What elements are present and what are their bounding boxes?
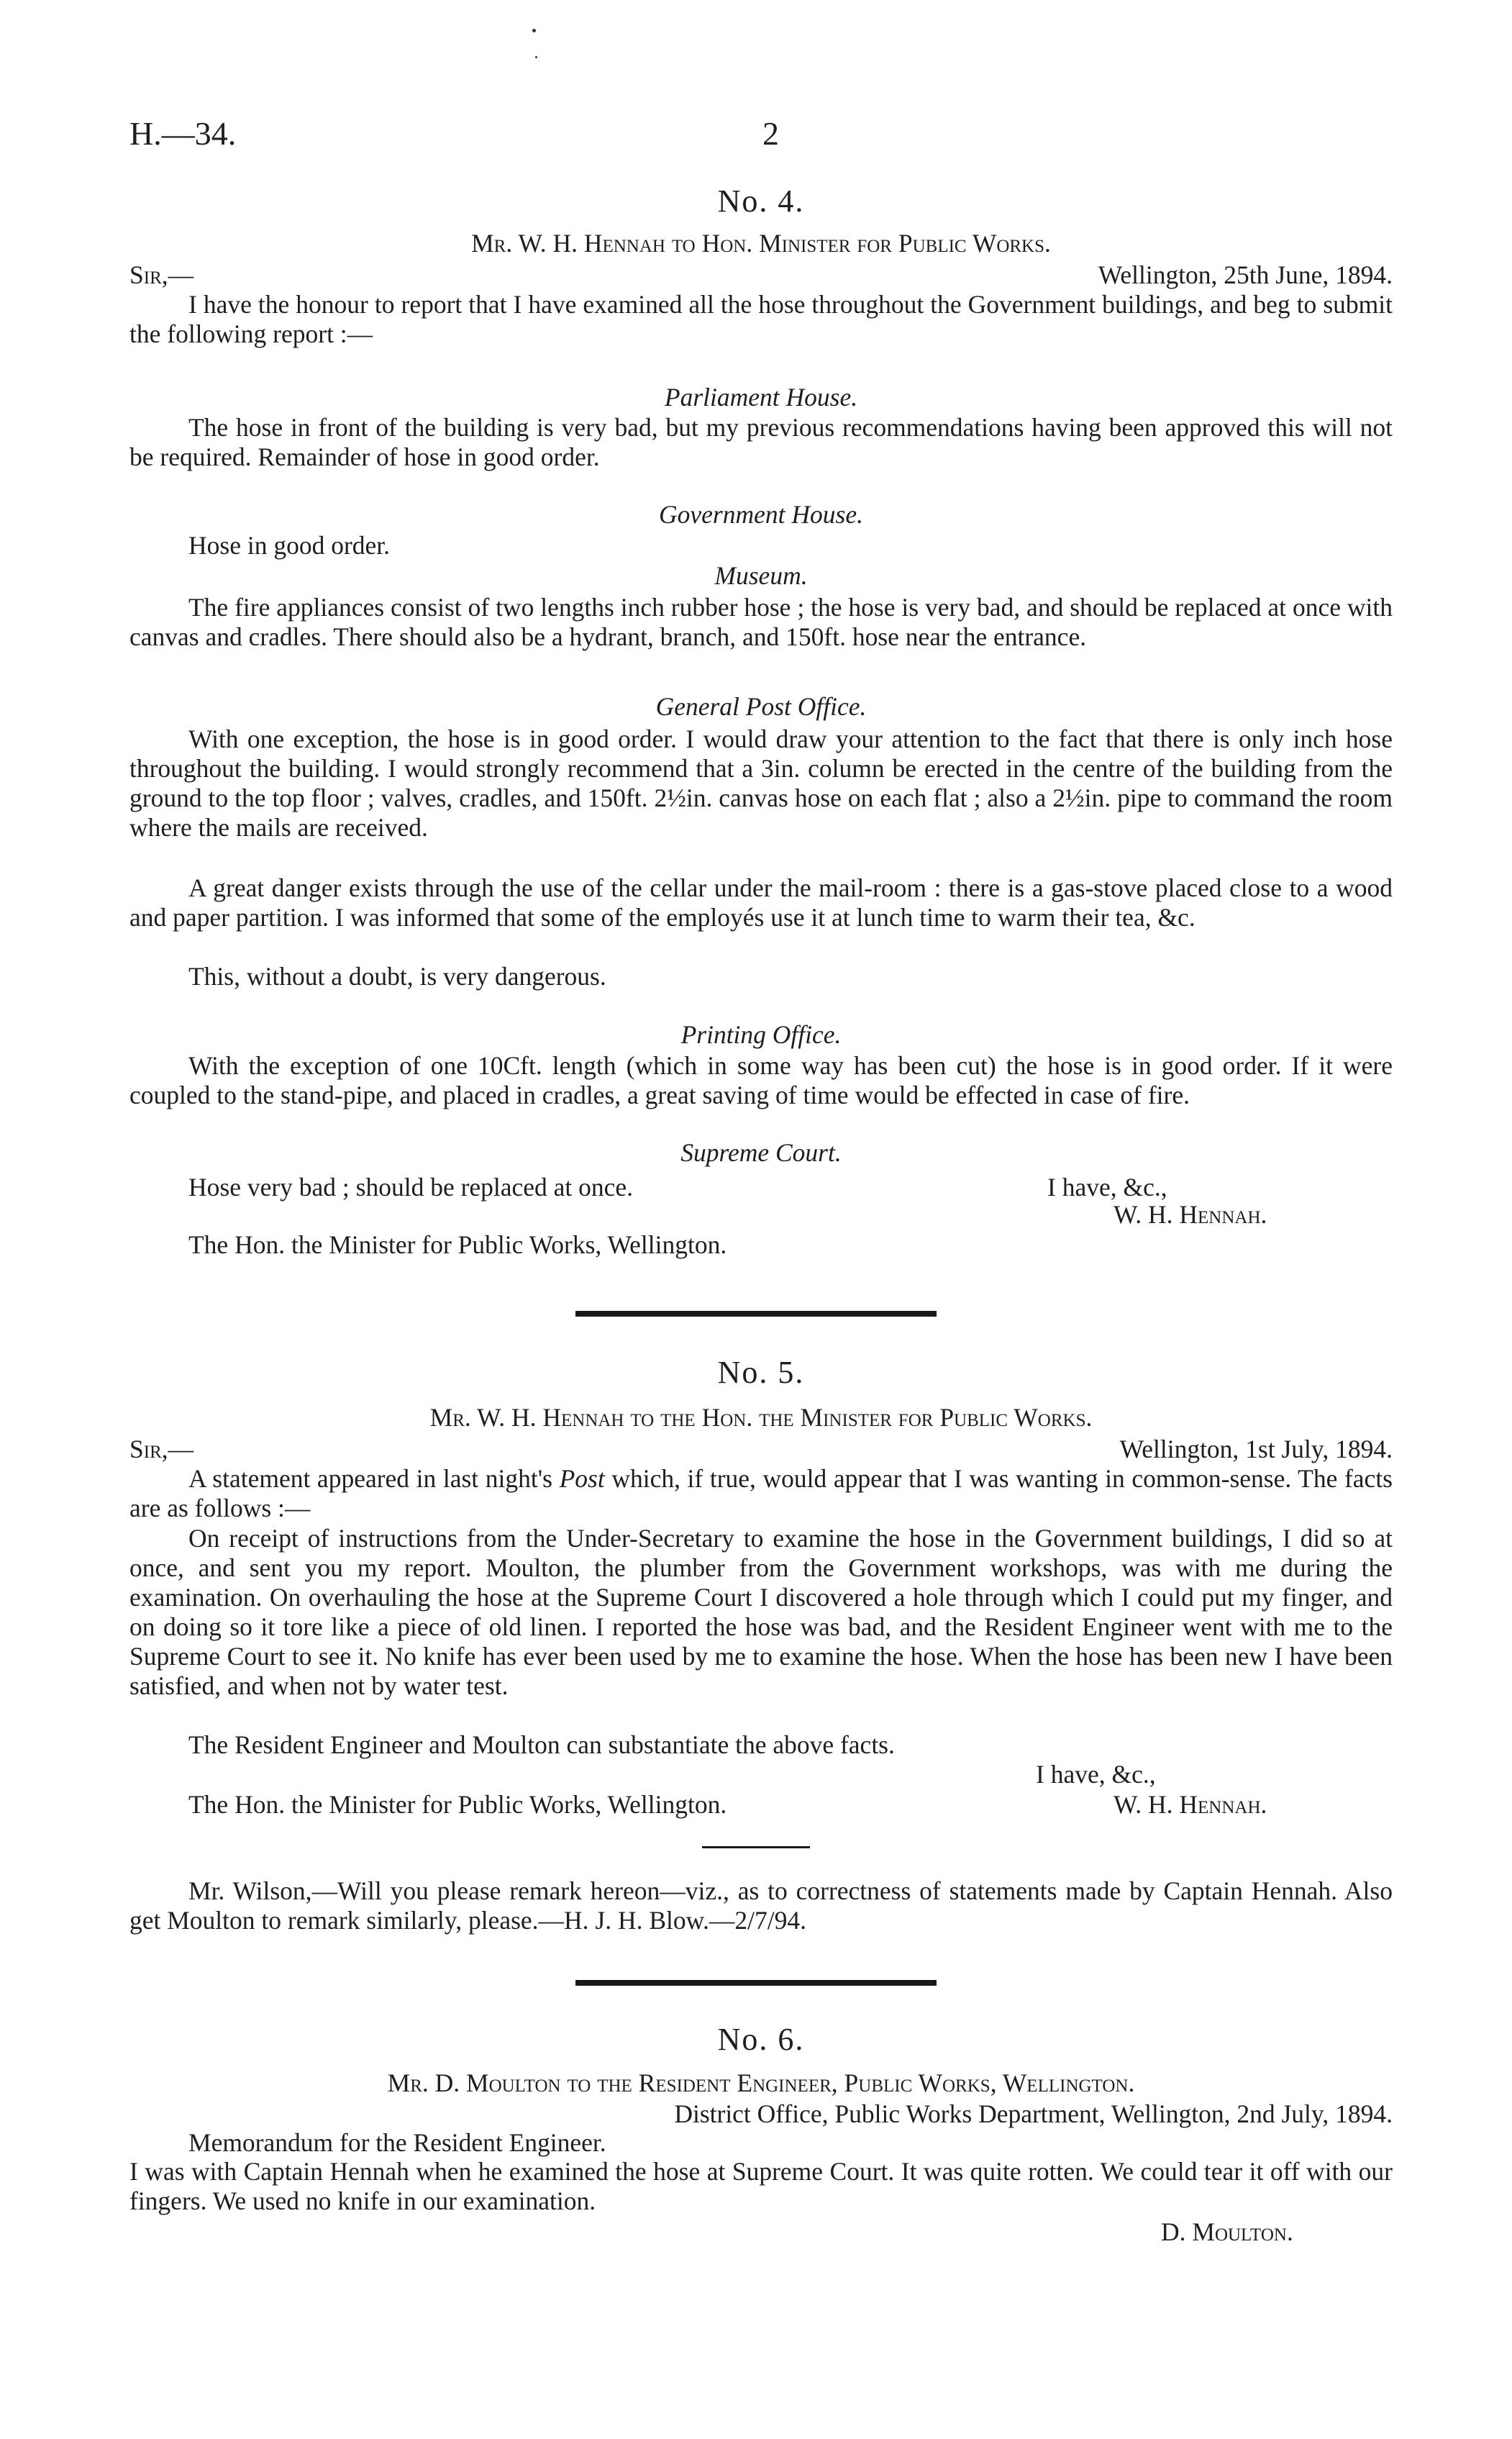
section-title: General Post Office. (655, 692, 867, 721)
section-title: Museum. (714, 561, 808, 590)
section-title: Supreme Court. (680, 1138, 842, 1167)
place-date: Wellington, 1st July, 1894. (1119, 1435, 1393, 1463)
addressee: The Hon. the Minister for Public Works, Wellington. (188, 1230, 727, 1259)
print-mark (532, 29, 536, 32)
office-date: District Office, Public Works Department, Wellington, 2nd July, 1894. (674, 2099, 1393, 2128)
letter-number: No. 5. (717, 1355, 805, 1390)
letter-subtitle: Mr. W. H. Hennah to Hon. Minister for Public Works. (471, 229, 1051, 258)
section-title: Parliament House. (664, 383, 858, 412)
section-paragraph: A great danger exists through the use of the cellar under the mail-room : there is a gas-stove placed close to a wood and paper partition. I was informed that some of the employés use it at lunch time to warm their tea, &c. (129, 873, 1393, 932)
section-paragraph: This, without a doubt, is very dangerous. (188, 962, 606, 991)
memo-body: I was with Captain Hennah when he examined the hose at Supreme Court. It was quite rotten. We could tear it off with our fingers. We used no knife in our examination. (129, 2157, 1393, 2215)
print-mark (535, 56, 537, 58)
place-date: Wellington, 25th June, 1894. (1098, 260, 1393, 289)
signature: D. Moulton. (1161, 2217, 1293, 2246)
letter-number: No. 6. (717, 2022, 805, 2057)
closing: I have, &c., (1036, 1760, 1156, 1789)
salutation: Sir,— (129, 260, 194, 289)
letter-paragraph: The Resident Engineer and Moulton can substantiate the above facts. (188, 1730, 895, 1759)
closing: I have, &c., (1047, 1173, 1167, 1202)
paragraph-text: which, if true, would appear that I was wanting in common-sense. The facts are as follows :— (129, 1464, 1393, 1522)
signature: W. H. Hennah. (1113, 1200, 1267, 1229)
addressee: The Hon. the Minister for Public Works, Wellington. (188, 1790, 727, 1819)
section-paragraph: Hose very bad ; should be replaced at once. (188, 1173, 634, 1202)
section-title: Printing Office. (680, 1020, 842, 1049)
section-divider (575, 1311, 937, 1317)
minute-divider (702, 1846, 810, 1848)
salutation: Sir,— (129, 1435, 194, 1463)
letter-paragraph: On receipt of instructions from the Under-Secretary to examine the hose in the Government buildings, I did so at once, and sent you my report. Moulton, the plumber from the Government workshops, was with me during the examination. On overhauling the hose at the Supreme Court I discovered a hole through which I could put my finger, and on doing so it tore like a piece of old linen. I reported the hose was bad, and the Resident Engineer went with me to the Supreme Court to see it. No knife has ever been used by me to examine the hose. When the hose has been new I have been satisfied, and when not by water test. (129, 1524, 1393, 1700)
letter-subtitle: Mr. D. Moulton to the Resident Engineer, Public Works, Wellington. (387, 2068, 1135, 2097)
letter-paragraph (129, 1464, 1393, 1523)
memo-title: Memorandum for the Resident Engineer. (188, 2128, 606, 2157)
newspaper-name: Post (559, 1464, 605, 1493)
section-divider (575, 1980, 937, 1986)
signature: W. H. Hennah. (1113, 1790, 1267, 1819)
paragraph-text: A statement appeared in last night's (188, 1464, 560, 1493)
section-paragraph: With one exception, the hose is in good order. I would draw your attention to the fact that there is only inch hose throughout the building. I would strongly recommend that a 3in. column be erected in the centre of the building from the ground to the top floor ; valves, cradles, and 150ft. 2½in. canvas hose on each flat ; also a 2½in. pipe to command the room where the mails are received. (129, 725, 1393, 842)
page-number: 2 (762, 115, 779, 152)
section-paragraph: The fire appliances consist of two lengths inch rubber hose ; the hose is very bad, and should be replaced at once with canvas and cradles. There should also be a hydrant, branch, and 150ft. hose near the entrance. (129, 593, 1393, 651)
section-paragraph: The hose in front of the building is very bad, but my previous recommendations having been approved this will not be required. Remainder of hose in good order. (129, 413, 1393, 471)
letter-subtitle: Mr. W. H. Hennah to the Hon. the Minister for Public Works. (429, 1403, 1093, 1432)
intro-paragraph: I have the honour to report that I have examined all the hose throughout the Government buildings, and beg to submit the following report :— (129, 290, 1393, 348)
minute-note: Mr. Wilson,—Will you please remark hereon—viz., as to correctness of statements made by Captain Hennah. Also get Moulton to remark similarly, please.—H. J. H. Blow.—2/7/94. (129, 1876, 1393, 1935)
section-paragraph: Hose in good order. (188, 531, 391, 560)
document-reference: H.—34. (129, 115, 237, 152)
section-title: Government House. (659, 500, 863, 529)
letter-number: No. 4. (717, 183, 805, 219)
section-paragraph: With the exception of one 10Cft. length (which in some way has been cut) the hose is in good order. If it were coupled to the stand-pipe, and placed in cradles, a great saving of time would be effected in case of fire. (129, 1051, 1393, 1109)
